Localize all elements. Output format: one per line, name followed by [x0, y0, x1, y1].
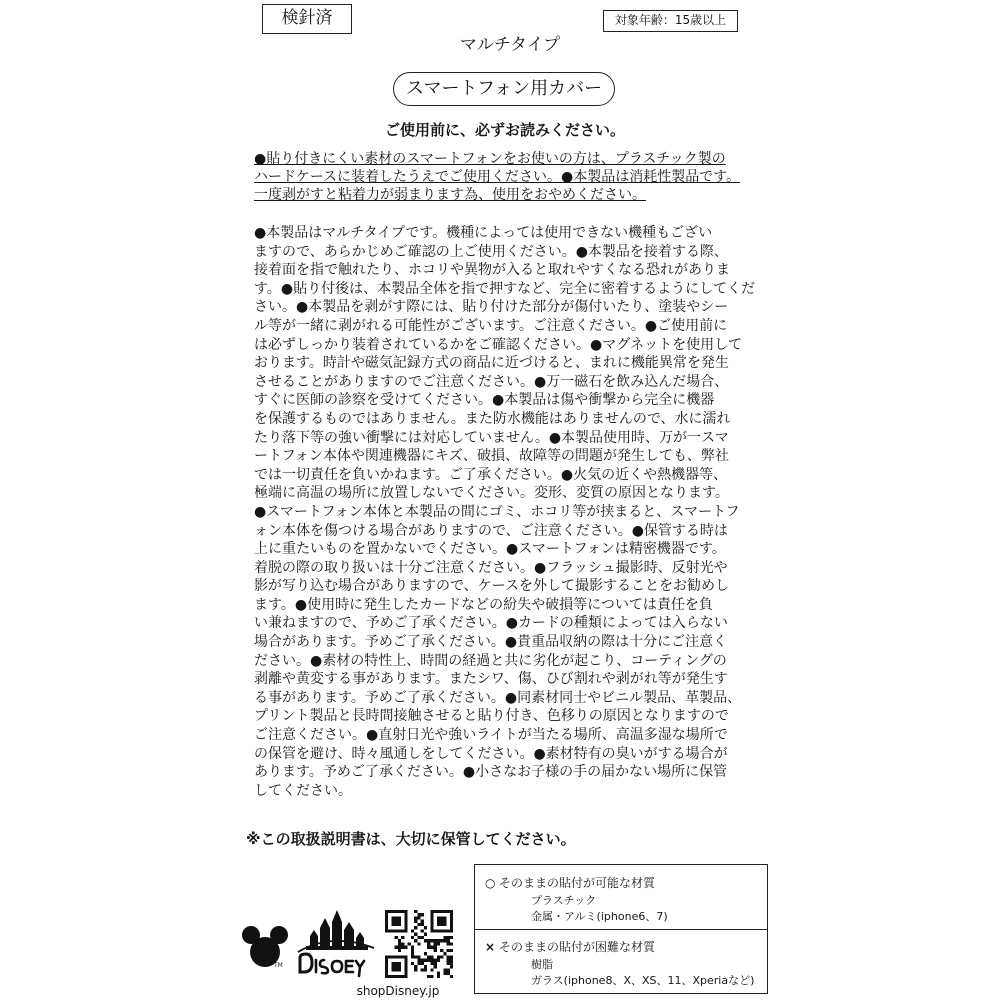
instruction-line: ●スマートフォン本体と本製品の間にゴミ、ホコリ等が挟まると、スマートフ — [254, 503, 740, 520]
warning-block — [254, 150, 764, 204]
age-badge: 対象年齢：15歳以上 — [603, 10, 738, 32]
website-url: shopDisney.jp — [356, 984, 440, 998]
instruction-line: 場合があります。予めご了承ください。●貴重品収納の際は十分にご注意く — [254, 634, 728, 651]
material-ok-item: プラスチック — [531, 894, 597, 907]
instruction-line: させることがありますのでご注意ください。●万一磁石を飲み込んだ場合、 — [254, 373, 729, 390]
keep-manual-note: ※この取扱説明書は、大切に保管してください。 — [246, 830, 576, 848]
material-ok-section — [475, 865, 767, 929]
product-type: マルチタイプ — [459, 35, 561, 55]
instruction-line: る事があります。予めご了承ください。●同素材同士やビニル製品、革製品、 — [254, 689, 742, 706]
instruction-line: 上に重たいものを置かないでください。●スマートフォンは精密機器です。 — [254, 541, 726, 558]
trademark-mark: TM — [274, 962, 283, 969]
instruction-line: 接着面を指で触れたり、ホコリや異物が入ると取れやすくなる恐れがありま — [254, 262, 730, 279]
instruction-line: ル等が一緒に剥がれる可能性がございます。ご注意ください。●ご使用前に — [254, 317, 728, 334]
product-name-badge: スマートフォン用カバー — [393, 72, 615, 106]
instruction-line: 極端に高温の場所に放置しないでください。変形、変質の原因となります。 — [254, 485, 729, 502]
instruction-line: ご注意ください。●直射日光や強いライトが当たる場所、高温多湿な場所で — [254, 727, 728, 744]
material-ng-item: 樹脂 — [531, 958, 553, 971]
instruction-line: ださい。●素材の特性上、時間の経過と共に劣化が起こり、コーティングの — [254, 652, 727, 669]
instruction-line: ますので、あらかじめご確認の上ご使用ください。●本製品を接着する際、 — [254, 243, 728, 260]
instruction-line: ●本製品はマルチタイプです。機種によっては使用できない機種もござい — [254, 225, 713, 241]
instruction-line: は必ずしっかり装着されているかをご確認ください。●マグネットを使用して — [254, 336, 743, 353]
read-first-heading: ご使用前に、必ずお読みください。 — [384, 121, 625, 139]
warning-line: ハードケースに装着したうえでご使用ください。●本製品は消耗性製品です。 — [254, 169, 741, 185]
material-ok-heading — [485, 874, 655, 891]
instruction-line: してください。 — [254, 782, 352, 799]
material-ng-item: ガラス(iphone8、X、XS、11、Xperiaなど) — [531, 974, 755, 987]
material-ng-title: そのままの貼付が困難な材質 — [499, 940, 656, 954]
instruction-line: ォン本体を傷つける場合がありますので、ご注意ください。●保管する時は — [254, 522, 728, 539]
qr-code-icon — [385, 910, 453, 978]
instruction-line: す。●貼り付後は、本製品全体を指で押すなど、完全に密着するようにしてくだ — [254, 280, 756, 297]
instruction-line: の保管を避け、時々風通しをしてください。●素材特有の臭いがする場合が — [254, 745, 728, 762]
instruction-line: たり落下等の強い衝撃には対応していません。●本製品使用時、万が一スマ — [254, 429, 729, 446]
instruction-line: すぐに医師の診察を受けてください。●本製品は傷や衝撃から完全に機器 — [254, 392, 715, 409]
circle-icon: ○ — [485, 876, 496, 890]
instruction-line: 着脱の際の取り扱いは十分ご注意ください。●フラッシュ撮影時、反射光や — [254, 559, 728, 576]
material-ng-heading — [485, 938, 655, 955]
instruction-line: さい。●本製品を剥がす際には、貼り付けた部分が傷付いたり、塗装やシー — [254, 299, 729, 316]
material-ok-title: そのままの貼付が可能な材質 — [499, 876, 656, 890]
instruction-line: ートフォン本体や関連機器にキズ、破損、故障等の問題が発生しても、弊社 — [254, 448, 730, 465]
material-ok-item: 金属・アルミ(iphone6、7) — [531, 910, 668, 923]
instruction-line: あります。予めご了承ください。●小さなお子様の手の届かない場所に保管 — [254, 764, 728, 781]
cross-icon: × — [485, 940, 496, 954]
instruction-line: プリント製品と長時間接触させると貼り付き、色移りの原因となりますので — [254, 708, 729, 725]
instruction-line: では一切責任を負いかねます。ご了承ください。●火気の近くや熱機器等、 — [254, 466, 728, 483]
instruction-line: ます。●使用時に発生したカードなどの紛失や破損等については責任を負 — [254, 596, 713, 613]
warning-line: ●貼り付きにくい素材のスマートフォンをお使いの方は、プラスチック製の — [254, 151, 726, 167]
instruction-line: 影が写り込む場合がありますので、ケースを外して撮影することをお勧めし — [254, 578, 730, 595]
disney-store-logo-icon — [292, 908, 378, 978]
instruction-line: 剥離や黄変する事があります。またシワ、傷、ひび割れや剥がれ等が発生す — [254, 671, 728, 688]
instruction-line: い兼ねますので、予めご了承ください。●カードの種類によっては入らない — [254, 615, 728, 632]
inspected-label: 検針済 — [262, 4, 352, 34]
instruction-line: を保護するものではありません。また防水機能はありませんので、水に濡れ — [254, 410, 731, 427]
instruction-line: おります。時計や磁気記録方式の商品に近づけると、まれに機能異常を発生 — [254, 355, 729, 372]
material-table — [474, 864, 768, 994]
warning-line: 一度剥がすと粘着力が弱まります為、使用をおやめください。 — [254, 187, 646, 203]
material-ng-section — [475, 930, 767, 994]
instructions-body — [254, 224, 764, 800]
